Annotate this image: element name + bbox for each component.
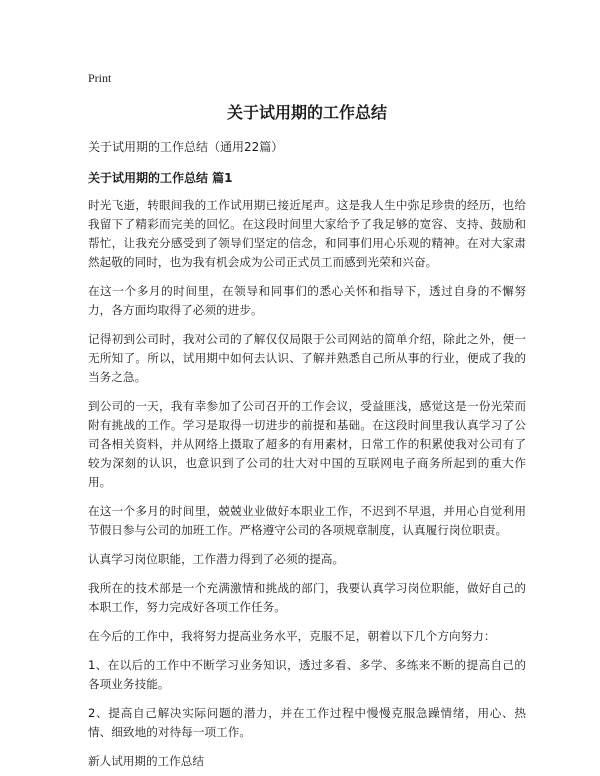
paragraph: 认真学习岗位职能，工作潜力得到了必须的提高。 [88,552,345,566]
page-title: 关于试用期的工作总结 [226,103,387,122]
paragraph: 在这一个多月的时间里，兢兢业业做好本职业工作，不迟到不早退，并用心自觉利用节假日参与公司的加班工作。严格遵守公司的各项规章制度，认真履行岗位职责。 [88,504,526,537]
paragraph: 2、提高自己解决实际问题的潜力，并在工作过程中慢慢克服急躁情绪，用心、热情、细致地的对待每一项工作。 [88,706,526,739]
section-heading: 关于试用期的工作总结 篇1 [88,171,233,185]
next-section-title: 新人试用期的工作总结 [88,754,204,768]
paragraph: 我所在的技术部是一个充满激情和挑战的部门，我要认真学习岗位职能，做好自己的本职工作，努力完成好各项工作任务。 [88,581,526,614]
paragraph: 在这一个多月的时间里，在领导和同事们的悉心关怀和指导下，透过自身的不懈努力，各方面均取得了必须的进步。 [88,284,526,317]
body-text [88,196,526,742]
document-page [88,70,526,771]
paragraph: 时光飞逝，转眼间我的工作试用期已接近尾声。这是我人生中弥足珍贵的经历，也给我留下了精彩而完美的回忆。在这段时间里大家给予了我足够的宽容、支持、鼓励和帮忙，让我充分感受到了领导们坚定的信念，和同事们用心乐观的精神。在对大家肃然起敬的同时，也为我有机会成为公司正式员工而感到光荣和兴奋。 [88,198,526,269]
document-subtitle: 关于试用期的工作总结（通用22篇） [88,140,284,154]
paragraph: 在今后的工作中，我将努力提高业务水平，克服不足，朝着以下几个方向努力： [88,629,496,643]
paragraph: 记得初到公司时，我对公司的了解仅仅局限于公司网站的简单介绍，除此之外，便一无所知了。所以，试用期中如何去认识、了解并熟悉自己所从事的行业，便成了我的当务之急。 [88,332,526,384]
print-label[interactable]: Print [88,71,112,85]
paragraph: 到公司的一天，我有幸参加了公司召开的工作会议，受益匪浅，感觉这是一份光荣而附有挑战的工作。学习是取得一切进步的前提和基础。在这段时间里我认真学习了公司各相关资料，并从网络上摄取了超多的有用素材，日常工作的积累使我对公司有了较为深刻的认识，也意识到了公司的壮大对中国的互联网电子商务所起到的重大作用。 [88,399,526,489]
paragraph: 1、在以后的工作中不断学习业务知识，透过多看、多学、多练来不断的提高自己的各项业务技能。 [88,658,526,691]
